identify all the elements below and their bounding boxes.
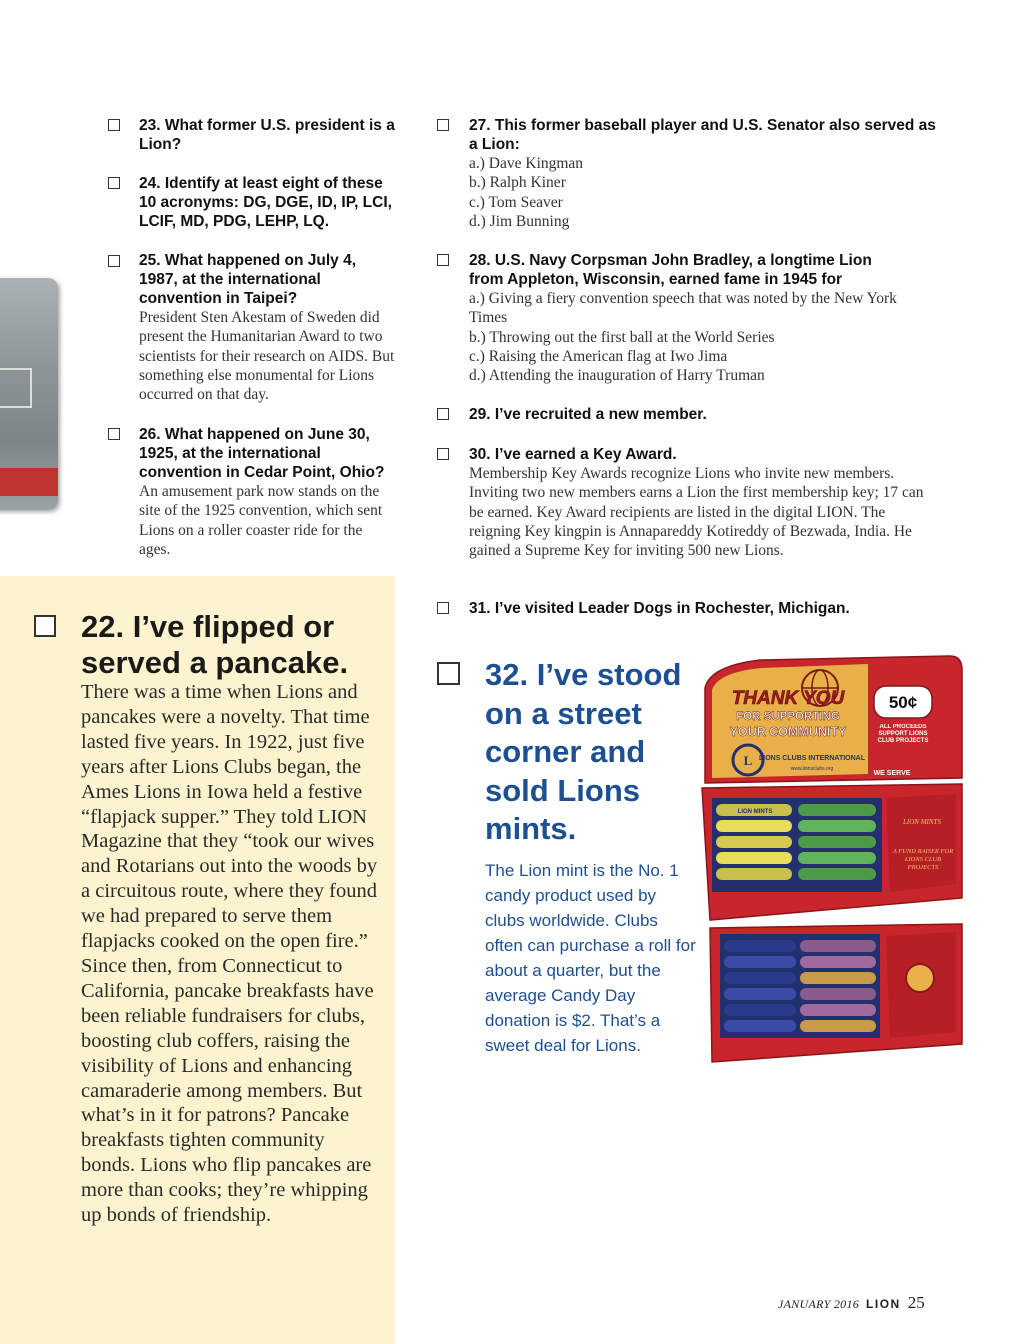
fund-raiser-label: A FUND RAISER FOR LIONS CLUB PROJECTS [892, 848, 954, 871]
item-30 [469, 445, 931, 560]
checkbox-q30[interactable] [437, 448, 449, 460]
display-we-serve: WE SERVE [873, 770, 911, 777]
page-footer [778, 1293, 925, 1313]
question-29: 29. I’ve recruited a new member. [469, 406, 707, 423]
answer-30: Membership Key Awards recognize Lions who invite new members. Inviting two new members earns a Lion the first membership key; 17 can be earned. Key Award recipients are listed in the digital LION. The reigning Key kingpin is Annapareddy Kotireddy of Bezwada, India. He gained a Supreme Key for inviting 500 new Lions. [469, 465, 924, 560]
mint-label: LION MINTS [737, 809, 773, 815]
question-27: 27. This former baseball player and U.S. Senator also served as a Lion: [469, 117, 936, 153]
question-25: 25. What happened on July 4, 1987, at the international convention in Taipei? [139, 252, 357, 307]
item-27 [469, 116, 939, 231]
question-28: 28. U.S. Navy Corpsman John Bradley, a longtime Lion from Appleton, Wisconsin, earned fame in 1945 for [469, 252, 872, 288]
svg-text:L: L [743, 753, 753, 768]
option-28a: a.) Giving a fiery convention speech that was noted by the New York Times [469, 290, 897, 327]
display-price: 50¢ [888, 693, 918, 712]
checkbox-q27[interactable] [437, 119, 449, 131]
sidebar-heading: 22. I’ve flipped or served a pancake. [81, 609, 349, 680]
question-30: 30. I’ve earned a Key Award. [469, 446, 677, 463]
plaque-red-band [0, 468, 58, 496]
option-27d: d.) Jim Bunning [469, 212, 570, 230]
convention-plaque-photo [0, 278, 58, 510]
page-number: 25 [907, 1293, 925, 1312]
question-32-heading: 32. I’ve stood on a street corner and sold Lions mints. [485, 657, 682, 846]
lions-emblem-icon [906, 964, 934, 992]
option-27c: c.) Tom Seaver [469, 193, 563, 211]
checkbox-q22[interactable] [34, 615, 56, 637]
question-23: 23. What former U.S. president is a Lion? [139, 117, 395, 153]
option-28d: d.) Attending the inauguration of Harry Truman [469, 367, 765, 385]
checkbox-q32[interactable] [437, 662, 460, 685]
option-28b: b.) Throwing out the first ball at the World Series [469, 328, 775, 346]
question-31: 31. I’ve visited Leader Dogs in Rochester, Michigan. [469, 600, 850, 617]
banner-line3: YOUR COMMUNITY [729, 725, 847, 739]
price-note: ALL PROCEEDS SUPPORT LIONS CLUB PROJECTS [877, 724, 929, 744]
answer-26: An amusement park now stands on the site of the 1925 convention, which sent Lions on a roller coaster ride for the ages. [139, 483, 383, 558]
option-27a: a.) Dave Kingman [469, 155, 584, 172]
item-26 [139, 425, 397, 559]
option-27b: b.) Ralph Kiner [469, 174, 566, 192]
footer-month: JANUARY 2016 [778, 1297, 860, 1311]
sidebar-body: There was a time when Lions and pancakes were a novelty. That time lasted five years. In 1922, just five years after Lions Clubs began, the Ames Lions in Iowa held a festive “flapjack supper.” They told LION Magazine that they “took our wives and Rotarians out into the woods by a circuitous route, where they found we had prepared to serve them flapjacks cooked on the open fire.” Since then, from Connecticut to California, pancake breakfasts have been reliable fundraisers for clubs, boosting club coffers, raising the visibility of Lions and enhancing camaraderie among members. But what’s in it for patrons? Pancake breakfasts tighten community bonds. Lions who flip pancakes are more than cooks; they’re whipping up bonds of friendship. [81, 681, 378, 1227]
footer-magazine: LION [866, 1297, 901, 1311]
question-24: 24. Identify at least eight of these 10 acronyms: DG, DGE, ID, IP, LCI, LCIF, MD, PDG, LEHP, LQ. [139, 175, 392, 230]
item-25 [139, 251, 401, 404]
checkbox-q31[interactable] [437, 602, 449, 614]
checkbox-q29[interactable] [437, 408, 449, 420]
checkbox-q24[interactable] [108, 177, 120, 189]
question-32-body: The Lion mint is the No. 1 candy product used by clubs worldwide. Clubs often can purchase a roll for about a quarter, but the average Candy Day donation is $2. That’s a sweet deal for Lions. [485, 861, 696, 1055]
checkbox-q26[interactable] [108, 428, 120, 440]
option-28c: c.) Raising the American flag at Iwo Jima [469, 347, 728, 365]
side-label: LION MINTS [903, 818, 941, 826]
checkbox-q25[interactable] [108, 255, 120, 267]
display-url: www.lionsclubs.org [790, 766, 834, 772]
banner-line1: THANK YOU [731, 688, 845, 709]
banner-line2: FOR SUPPORTING [736, 711, 840, 723]
display-org: LIONS CLUBS INTERNATIONAL [758, 755, 866, 762]
question-26: 26. What happened on June 30, 1925, at the international convention in Cedar Point, Ohio? [139, 426, 385, 481]
checkbox-q23[interactable] [108, 119, 120, 131]
ship-engraving [0, 368, 32, 408]
lion-mints-display-photo [700, 648, 968, 1066]
answer-25: President Sten Akestam of Sweden did present the Humanitarian Award to two scientists for their research on AIDS. But something else monumental for Lions occurred on that day. [139, 309, 395, 404]
checkbox-q28[interactable] [437, 254, 449, 266]
item-28 [469, 251, 919, 385]
